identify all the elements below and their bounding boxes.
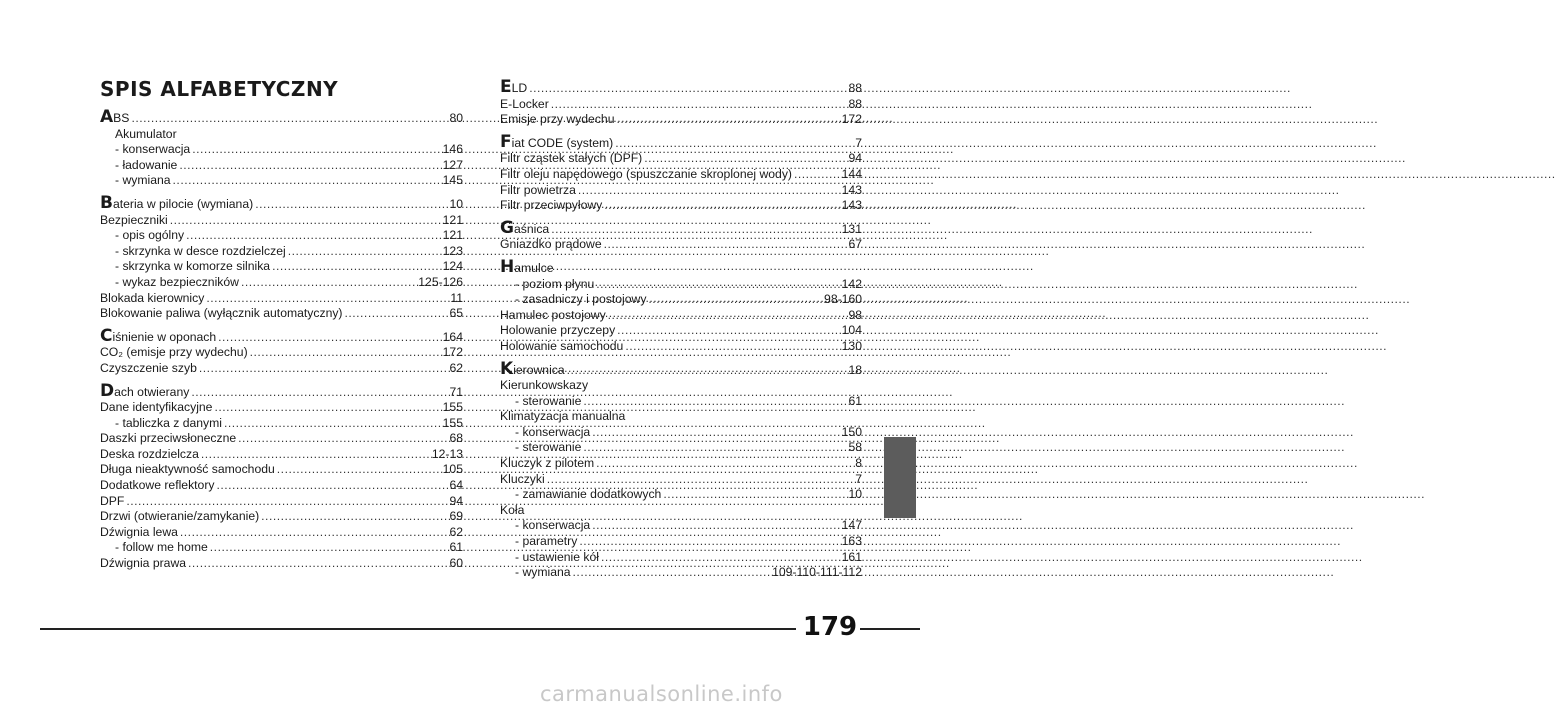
dot-leader xyxy=(272,259,441,275)
entry-page-number: 62 xyxy=(449,524,463,539)
entry-text: Blokada kierownicy xyxy=(100,290,205,305)
dot-leader xyxy=(551,222,839,238)
index-entry xyxy=(500,518,862,534)
entry-text: - zasadniczy i postojowy xyxy=(515,292,647,307)
index-entry xyxy=(500,339,862,355)
entry-text: DPF xyxy=(100,493,125,508)
entry-initial-letter: H xyxy=(500,256,515,277)
entry-text: Hamulec postojowy xyxy=(500,307,606,322)
entry-text: amulce xyxy=(514,260,554,275)
page-title: SPIS ALFABETYCZNY xyxy=(100,77,339,101)
entry-label xyxy=(500,409,625,425)
entry-label xyxy=(500,503,524,519)
entry-label xyxy=(100,158,177,174)
dot-leader xyxy=(663,487,846,503)
index-entry xyxy=(500,237,862,253)
dot-leader xyxy=(210,540,448,556)
index-entry xyxy=(100,228,463,244)
entry-page-number: 164 xyxy=(442,329,463,344)
index-entry xyxy=(100,244,463,260)
entry-text: - tabliczka z danymi xyxy=(115,415,223,430)
entry-text: - parametry xyxy=(515,534,578,549)
entry-label xyxy=(500,456,594,472)
entry-initial-letter: K xyxy=(500,358,514,379)
dot-leader xyxy=(179,158,440,174)
entry-page-number: 143 xyxy=(841,182,862,197)
entry-text: Dźwignia prawa xyxy=(100,556,187,571)
entry-text: aśnica xyxy=(513,221,550,236)
entry-label xyxy=(100,127,177,143)
entry-page-number: 109-110-111-112 xyxy=(772,565,862,580)
entry-page-number: 67 xyxy=(848,237,862,252)
dot-leader xyxy=(214,400,440,416)
entry-text: Drzwi (otwieranie/zamykanie) xyxy=(100,509,260,524)
dot-leader xyxy=(592,518,839,534)
footer-rule-right xyxy=(860,628,920,630)
index-entry xyxy=(500,565,862,581)
dot-leader xyxy=(173,173,441,189)
entry-text: - skrzynka w komorze silnika xyxy=(115,259,271,274)
entry-label xyxy=(100,416,222,432)
index-entry xyxy=(500,503,862,519)
entry-label xyxy=(500,131,614,152)
dot-leader xyxy=(218,330,441,346)
entry-text: - ładowanie xyxy=(115,157,178,172)
dot-leader xyxy=(617,323,839,339)
entry-label xyxy=(500,77,528,97)
entry-text: Deska rozdzielcza xyxy=(100,446,199,461)
entry-text: - follow me home xyxy=(115,540,208,555)
entry-label xyxy=(100,275,239,291)
entry-label xyxy=(500,394,581,410)
entry-label xyxy=(100,494,124,510)
index-entry xyxy=(100,525,463,541)
entry-page-number: 88 xyxy=(848,81,862,95)
entry-page-number: 163 xyxy=(841,534,862,549)
dot-leader xyxy=(180,525,448,541)
entry-text: - opis ogólny xyxy=(115,228,185,243)
entry-text: Klimatyzacja manualna xyxy=(500,409,626,424)
dot-leader xyxy=(188,556,447,572)
index-entry xyxy=(100,173,463,189)
entry-label xyxy=(500,217,550,238)
entry-text: - konserwacja xyxy=(515,518,591,533)
entry-text: - poziom płynu xyxy=(515,276,595,291)
entry-page-number: 127 xyxy=(442,157,463,172)
entry-initial-letter: A xyxy=(100,107,114,127)
dot-leader xyxy=(616,112,839,128)
entry-page-number: 7 xyxy=(855,471,862,486)
entry-text: - skrzynka w desce rozdzielczej xyxy=(115,243,286,258)
dot-leader xyxy=(277,462,441,478)
entry-text: - sterowanie xyxy=(515,393,582,408)
index-entry xyxy=(500,534,862,550)
entry-page-number: 123 xyxy=(442,243,463,258)
index-entry xyxy=(500,292,862,308)
entry-page-number: 172 xyxy=(841,112,862,127)
entry-page-number: 155 xyxy=(442,415,463,430)
dot-leader xyxy=(238,431,447,447)
entry-page-number: 172 xyxy=(442,345,463,360)
entry-page-number: 18 xyxy=(848,362,862,377)
entry-text: iśnienie w oponach xyxy=(112,329,217,344)
watermark: carmanualsonline.info xyxy=(540,682,783,706)
entry-label xyxy=(500,487,661,503)
index-entry xyxy=(100,158,463,174)
entry-page-number: 142 xyxy=(841,276,862,291)
entry-text: Dane identyfikacyjne xyxy=(100,400,213,415)
entry-page-number: 80 xyxy=(449,111,463,125)
dot-leader xyxy=(192,142,440,158)
index-entry xyxy=(100,478,463,494)
entry-page-number: 131 xyxy=(841,221,862,236)
index-entry xyxy=(500,378,862,394)
dot-leader xyxy=(216,478,447,494)
entry-page-number: 88 xyxy=(848,96,862,111)
entry-page-number: 143 xyxy=(841,198,862,213)
dot-leader xyxy=(583,440,846,456)
index-entry xyxy=(500,77,862,97)
entry-label xyxy=(100,306,343,322)
dot-leader xyxy=(224,416,441,432)
section-tab-marker xyxy=(884,437,916,518)
dot-leader xyxy=(241,275,416,291)
entry-text: Holowanie przyczepy xyxy=(500,323,616,338)
index-entry xyxy=(100,447,463,463)
index-entry xyxy=(100,380,463,401)
entry-initial-letter: B xyxy=(100,192,113,213)
entry-text: Filtr przeciwpyłowy xyxy=(500,198,603,213)
entry-label xyxy=(100,462,275,478)
entry-label xyxy=(500,565,571,581)
index-entry xyxy=(100,291,463,307)
dot-leader xyxy=(551,97,847,113)
dot-leader xyxy=(794,167,840,183)
entry-label xyxy=(500,358,565,379)
index-entry xyxy=(500,277,862,293)
entry-text: Kierunkowskazy xyxy=(500,378,589,393)
index-entry xyxy=(500,183,862,199)
entry-initial-letter: E xyxy=(500,77,512,97)
index-entry xyxy=(500,308,862,324)
entry-text: Daszki przeciwsłoneczne xyxy=(100,431,237,446)
dot-leader xyxy=(345,306,448,322)
entry-initial-letter: G xyxy=(500,217,514,238)
entry-label xyxy=(500,308,606,324)
dot-leader xyxy=(186,228,441,244)
entry-label xyxy=(100,478,214,494)
entry-page-number: 58 xyxy=(848,440,862,455)
dot-leader xyxy=(255,197,447,213)
entry-label xyxy=(500,339,623,355)
dot-leader xyxy=(567,363,847,379)
entry-label xyxy=(100,291,204,307)
entry-label xyxy=(100,107,130,127)
entry-text: - sterowanie xyxy=(515,440,582,455)
entry-text: - konserwacja xyxy=(115,142,191,157)
entry-page-number: 64 xyxy=(449,478,463,493)
entry-label xyxy=(100,325,217,346)
entry-page-number: 94 xyxy=(449,493,463,508)
index-entry xyxy=(100,556,463,572)
entry-initial-letter: D xyxy=(100,380,115,401)
dot-leader xyxy=(573,565,771,581)
entry-label xyxy=(500,183,576,199)
entry-text: Blokowanie paliwa (wyłącznik automatyczny) xyxy=(100,306,343,321)
entry-page-number: 98-160 xyxy=(824,292,862,307)
entry-text: Kluczyk z pilotem xyxy=(500,456,595,471)
entry-label xyxy=(100,540,208,556)
entry-page-number: 125-126 xyxy=(418,274,463,289)
entry-text: ierownica xyxy=(513,362,565,377)
entry-page-number: 121 xyxy=(442,212,463,227)
index-entry xyxy=(100,361,463,377)
entry-label xyxy=(100,345,248,361)
index-entry xyxy=(500,97,862,113)
entry-text: iat CODE (system) xyxy=(511,135,614,150)
entry-text: Gniazdko prądowe xyxy=(500,237,602,252)
entry-label xyxy=(100,447,199,463)
index-entry xyxy=(500,217,862,238)
entry-label xyxy=(100,259,270,275)
entry-label xyxy=(500,378,588,394)
dot-leader xyxy=(578,183,840,199)
dot-leader xyxy=(201,447,430,463)
index-entry xyxy=(100,259,463,275)
entry-text: Emisje przy wydechu xyxy=(500,112,615,127)
entry-text: ach otwierany xyxy=(114,384,190,399)
entry-label xyxy=(100,213,168,229)
entry-text: LD xyxy=(511,81,528,95)
entry-label xyxy=(500,277,594,293)
entry-text: - wymiana xyxy=(515,565,571,580)
entry-label xyxy=(100,431,236,447)
index-entry xyxy=(100,127,463,143)
index-entry xyxy=(500,487,862,503)
entry-page-number: 150 xyxy=(841,424,862,439)
entry-page-number: 130 xyxy=(841,338,862,353)
entry-label xyxy=(100,192,254,213)
dot-leader xyxy=(206,291,448,307)
index-entry xyxy=(500,425,862,441)
entry-text: E-Locker xyxy=(500,96,549,111)
entry-label xyxy=(100,509,259,525)
index-entry xyxy=(500,472,862,488)
index-entry xyxy=(100,509,463,525)
dot-leader xyxy=(604,198,839,214)
dot-leader xyxy=(261,509,447,525)
entry-page-number: 8 xyxy=(855,456,862,471)
index-entry xyxy=(100,400,463,416)
entry-text: ateria w pilocie (wymiana) xyxy=(112,196,254,211)
entry-text: Dodatkowe reflektory xyxy=(100,478,215,493)
entry-text: - wykaz bezpieczników xyxy=(115,274,239,289)
dot-leader xyxy=(625,339,839,355)
entry-label xyxy=(100,556,186,572)
entry-page-number: 121 xyxy=(442,228,463,243)
entry-page-number: 12-13 xyxy=(431,446,463,461)
entry-label xyxy=(100,173,171,189)
entry-label xyxy=(500,256,554,277)
index-entry xyxy=(100,192,463,213)
entry-text: Akumulator xyxy=(115,126,177,141)
entry-text: Koła xyxy=(500,502,525,517)
index-column-right xyxy=(500,77,862,581)
index-entry xyxy=(100,462,463,478)
dot-leader xyxy=(596,277,839,293)
entry-initial-letter: C xyxy=(100,325,113,346)
entry-label xyxy=(500,112,614,128)
entry-text: BS xyxy=(113,111,130,125)
entry-page-number: 104 xyxy=(841,323,862,338)
entry-page-number: 69 xyxy=(449,509,463,524)
entry-page-number: 147 xyxy=(841,518,862,533)
dot-leader xyxy=(648,292,822,308)
index-entry xyxy=(100,213,463,229)
entry-text: Długa nieaktywność samochodu xyxy=(100,462,275,477)
entry-label xyxy=(500,167,792,183)
entry-label xyxy=(100,228,184,244)
entry-page-number: 61 xyxy=(449,540,463,555)
dot-leader xyxy=(126,494,447,510)
dot-leader xyxy=(596,456,853,472)
index-entry xyxy=(500,550,862,566)
dot-leader xyxy=(579,534,839,550)
entry-label xyxy=(500,323,615,339)
index-entry xyxy=(500,256,862,277)
dot-leader xyxy=(615,136,853,152)
entry-page-number: 161 xyxy=(841,549,862,564)
entry-label xyxy=(500,237,602,253)
entry-text: Czyszczenie szyb xyxy=(100,360,197,375)
index-column-left xyxy=(100,107,463,572)
entry-page-number: 124 xyxy=(442,259,463,274)
entry-label xyxy=(500,440,581,456)
index-entry xyxy=(500,167,862,183)
index-entry xyxy=(100,494,463,510)
index-entry xyxy=(100,306,463,322)
entry-text: CO₂ (emisje przy wydechu) xyxy=(100,345,248,360)
index-entry xyxy=(500,198,862,214)
index-entry xyxy=(500,131,862,152)
entry-page-number: 146 xyxy=(442,142,463,157)
dot-leader xyxy=(601,550,840,566)
entry-page-number: 10 xyxy=(848,487,862,502)
entry-page-number: 10 xyxy=(449,196,463,211)
dot-leader xyxy=(592,425,839,441)
index-entry xyxy=(100,540,463,556)
dot-leader xyxy=(131,111,447,127)
entry-label xyxy=(500,425,590,441)
entry-label xyxy=(500,518,590,534)
entry-label xyxy=(500,534,577,550)
index-entry xyxy=(500,151,862,167)
entry-label xyxy=(100,400,212,416)
entry-text: Bezpieczniki xyxy=(100,212,168,227)
entry-page-number: 65 xyxy=(449,306,463,321)
index-entry xyxy=(100,142,463,158)
entry-text: Filtr cząstek stałych (DPF) xyxy=(500,151,643,166)
entry-text: Filtr powietrza xyxy=(500,182,576,197)
entry-text: Holowanie samochodu xyxy=(500,338,624,353)
entry-page-number: 11 xyxy=(450,290,463,305)
entry-page-number: 71 xyxy=(449,384,463,399)
dot-leader xyxy=(547,472,854,488)
entry-text: - ustawienie kół xyxy=(515,549,599,564)
entry-label xyxy=(500,550,599,566)
entry-text: - konserwacja xyxy=(515,424,591,439)
entry-page-number: 144 xyxy=(841,166,862,181)
dot-leader xyxy=(250,345,441,361)
index-entry xyxy=(100,325,463,346)
entry-page-number: 94 xyxy=(848,151,862,166)
index-entry xyxy=(500,323,862,339)
entry-label xyxy=(500,151,642,167)
entry-page-number: 98 xyxy=(848,307,862,322)
footer-rule-left xyxy=(40,628,796,630)
entry-page-number: 7 xyxy=(855,135,862,150)
index-entry xyxy=(100,416,463,432)
entry-page-number: 145 xyxy=(442,173,463,188)
entry-page-number: 68 xyxy=(449,431,463,446)
index-entry xyxy=(500,456,862,472)
entry-label xyxy=(100,380,190,401)
entry-label xyxy=(100,142,190,158)
dot-leader xyxy=(644,151,846,167)
index-entry xyxy=(100,107,463,127)
entry-text: Kluczyki xyxy=(500,471,545,486)
entry-text: - wymiana xyxy=(115,173,171,188)
page-number: 179 xyxy=(802,612,858,642)
entry-label xyxy=(500,472,545,488)
entry-label xyxy=(500,198,602,214)
dot-leader xyxy=(191,385,447,401)
index-entry xyxy=(500,394,862,410)
index-entry xyxy=(500,112,862,128)
entry-page-number: 62 xyxy=(449,360,463,375)
dot-leader xyxy=(608,308,847,324)
entry-text: Filtr oleju napędowego (spuszczanie skroplonej wody) xyxy=(500,166,792,181)
dot-leader xyxy=(199,361,448,377)
dot-leader xyxy=(604,237,847,253)
entry-page-number: 60 xyxy=(449,556,463,571)
entry-label xyxy=(500,292,646,308)
dot-leader xyxy=(170,213,441,229)
dot-leader xyxy=(288,244,441,260)
index-entry xyxy=(500,358,862,379)
entry-label xyxy=(100,244,286,260)
dot-leader xyxy=(529,81,846,97)
entry-label xyxy=(100,525,178,541)
entry-page-number: 105 xyxy=(442,462,463,477)
entry-page-number: 155 xyxy=(442,400,463,415)
entry-label xyxy=(100,361,197,377)
index-entry xyxy=(100,431,463,447)
entry-initial-letter: F xyxy=(500,131,512,152)
entry-page-number: 61 xyxy=(848,393,862,408)
entry-text: Dźwignia lewa xyxy=(100,524,178,539)
index-entry xyxy=(100,275,463,291)
dot-leader xyxy=(583,394,846,410)
index-entry xyxy=(500,409,862,425)
entry-label xyxy=(500,97,549,113)
index-entry xyxy=(100,345,463,361)
entry-text: - zamawianie dodatkowych xyxy=(515,487,662,502)
index-entry xyxy=(500,440,862,456)
